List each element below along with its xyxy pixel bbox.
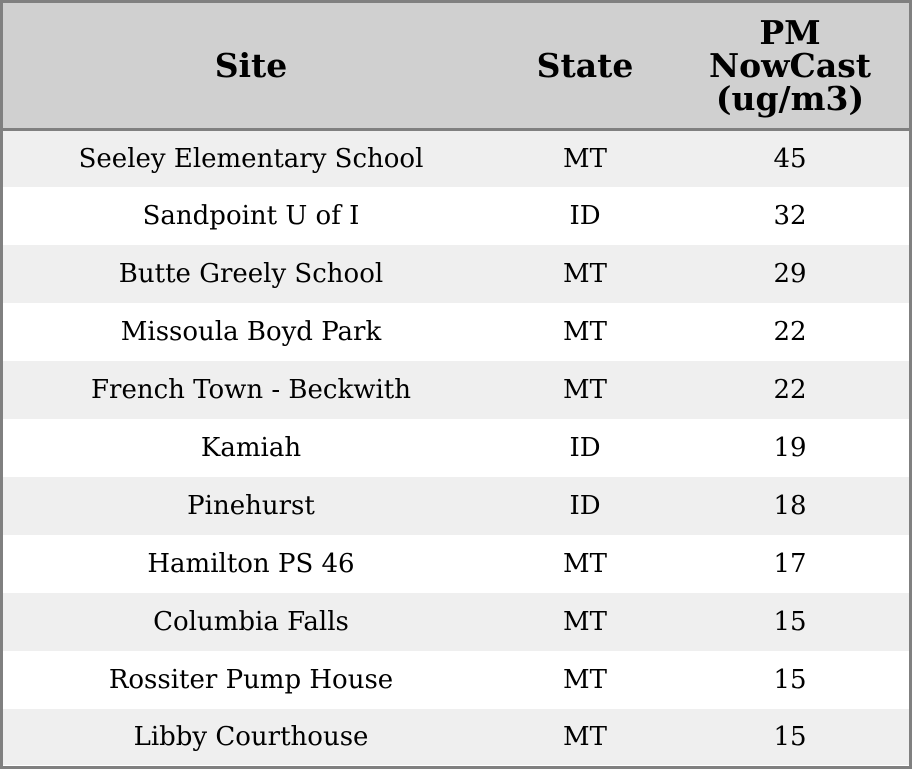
table-row [3,130,909,188]
site-cell: Hamilton PS 46 [3,535,499,593]
pm-value-cell: 45 [671,130,909,188]
state-cell: MT [499,303,671,361]
table-row [3,477,909,535]
table-row [3,709,909,765]
table-row [3,361,909,419]
site-cell: Libby Courthouse [3,709,499,765]
pm-value-cell: 15 [671,593,909,651]
site-cell: Rossiter Pump House [3,651,499,709]
site-cell: Kamiah [3,419,499,477]
header-site[interactable]: Site [3,3,499,130]
pm-value-cell: 18 [671,477,909,535]
site-cell: Missoula Boyd Park [3,303,499,361]
state-cell: MT [499,245,671,303]
pm-value-cell: 22 [671,361,909,419]
table-row [3,303,909,361]
state-cell: MT [499,361,671,419]
site-cell: Butte Greely School [3,245,499,303]
table-row [3,187,909,245]
state-cell: MT [499,593,671,651]
pm-value-cell: 19 [671,419,909,477]
state-cell: MT [499,535,671,593]
table-header [3,3,909,130]
air-quality-table [3,3,909,765]
pm-value-cell: 22 [671,303,909,361]
site-cell: Sandpoint U of I [3,187,499,245]
pm-value-cell: 29 [671,245,909,303]
table-row [3,593,909,651]
pm-value-cell: 32 [671,187,909,245]
state-cell: ID [499,419,671,477]
state-cell: MT [499,130,671,188]
site-cell: Columbia Falls [3,593,499,651]
state-cell: MT [499,651,671,709]
state-cell: ID [499,187,671,245]
table-row [3,535,909,593]
site-cell: Pinehurst [3,477,499,535]
table-row [3,419,909,477]
pm-value-cell: 15 [671,651,909,709]
table-row [3,651,909,709]
table-body [3,130,909,766]
state-cell: MT [499,709,671,765]
site-cell: French Town - Beckwith [3,361,499,419]
header-pm-nowcast[interactable]: PM NowCast (ug/m3) [671,3,909,130]
pm-value-cell: 15 [671,709,909,765]
state-cell: ID [499,477,671,535]
header-state[interactable]: State [499,3,671,130]
table-row [3,245,909,303]
site-cell: Seeley Elementary School [3,130,499,188]
pm-value-cell: 17 [671,535,909,593]
header-row [3,3,909,130]
